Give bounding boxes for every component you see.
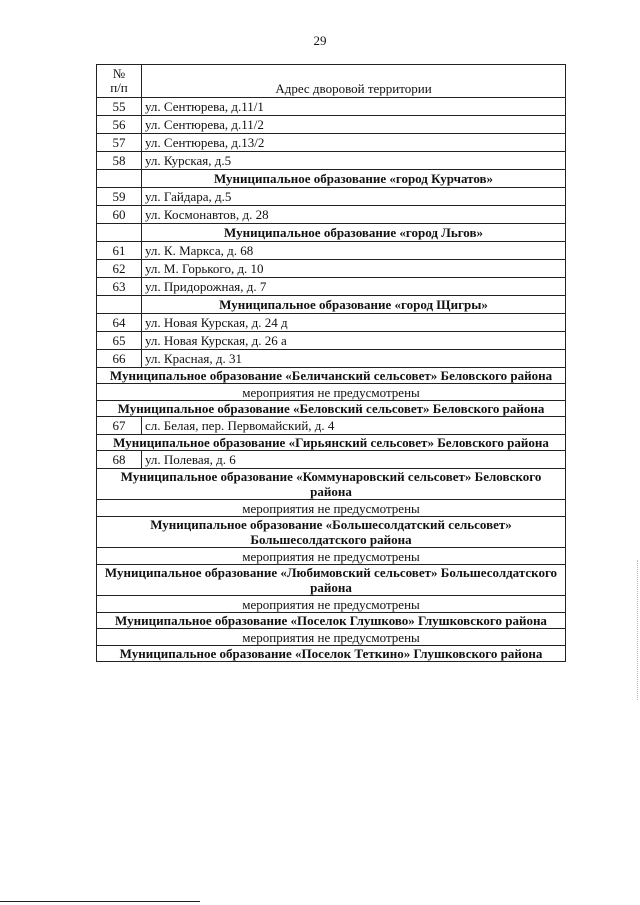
municipality-header-row (97, 517, 566, 548)
empty-number-cell (97, 296, 142, 314)
row-address: ул. М. Горького, д. 10 (142, 260, 566, 278)
municipality-heading: Муниципальное образование «Гирьянский сельсовет» Беловского района (97, 435, 566, 451)
row-address: ул. Красная, д. 31 (142, 350, 566, 368)
municipality-heading: Муниципальное образование «город Курчатов» (142, 170, 566, 188)
table-row (97, 188, 566, 206)
note-row (97, 548, 566, 565)
row-address: ул. Придорожная, д. 7 (142, 278, 566, 296)
note-row (97, 384, 566, 401)
municipality-heading: Муниципальное образование «Коммунаровский сельсовет» Беловского района (97, 469, 566, 500)
row-number: 63 (97, 278, 142, 296)
municipality-heading: Муниципальное образование «Любимовский сельсовет» Большесолдатского района (97, 565, 566, 596)
municipality-header-row (97, 565, 566, 596)
row-number: 60 (97, 206, 142, 224)
row-number: 55 (97, 98, 142, 116)
municipality-heading: Муниципальное образование «Поселок Глушково» Глушковского района (97, 613, 566, 629)
address-table (96, 64, 566, 662)
row-number: 65 (97, 332, 142, 350)
municipality-header-row (97, 469, 566, 500)
municipality-heading: Муниципальное образование «город Щигры» (142, 296, 566, 314)
row-number: 66 (97, 350, 142, 368)
note-row (97, 629, 566, 646)
row-number: 58 (97, 152, 142, 170)
table-header-row (97, 65, 566, 98)
no-measures-note: мероприятия не предусмотрены (97, 548, 566, 565)
table-row (97, 134, 566, 152)
no-measures-note: мероприятия не предусмотрены (97, 596, 566, 613)
row-number: 61 (97, 242, 142, 260)
row-number: 67 (97, 417, 142, 435)
row-number: 56 (97, 116, 142, 134)
table-body (97, 98, 566, 662)
note-row (97, 500, 566, 517)
row-address: ул. Сентюрева, д.13/2 (142, 134, 566, 152)
municipality-heading: Муниципальное образование «Поселок Теткино» Глушковского района (97, 646, 566, 662)
table-row (97, 98, 566, 116)
row-number: 62 (97, 260, 142, 278)
municipality-heading: Муниципальное образование «Беловский сельсовет» Беловского района (97, 401, 566, 417)
table-row (97, 314, 566, 332)
table-row (97, 350, 566, 368)
row-address: сл. Белая, пер. Первомайский, д. 4 (142, 417, 566, 435)
row-address: ул. Полевая, д. 6 (142, 451, 566, 469)
row-address: ул. Курская, д.5 (142, 152, 566, 170)
row-address: ул. Космонавтов, д. 28 (142, 206, 566, 224)
municipality-header-row (97, 646, 566, 662)
table-row (97, 451, 566, 469)
column-header-number-line2: п/п (110, 80, 128, 95)
row-address: ул. Сентюрева, д.11/1 (142, 98, 566, 116)
row-address: ул. Новая Курская, д. 24 д (142, 314, 566, 332)
municipality-header-row (97, 368, 566, 384)
municipality-subheader-row (97, 224, 566, 242)
table-row (97, 332, 566, 350)
no-measures-note: мероприятия не предусмотрены (97, 500, 566, 517)
row-address: ул. Гайдара, д.5 (142, 188, 566, 206)
municipality-subheader-row (97, 170, 566, 188)
no-measures-note: мероприятия не предусмотрены (97, 384, 566, 401)
municipality-header-row (97, 401, 566, 417)
table-row (97, 116, 566, 134)
table-row (97, 278, 566, 296)
footnote-divider (0, 901, 200, 902)
municipality-header-row (97, 435, 566, 451)
empty-number-cell (97, 170, 142, 188)
table-row (97, 242, 566, 260)
table-row (97, 206, 566, 224)
column-header-number-line1: № (112, 66, 126, 81)
municipality-header-row (97, 613, 566, 629)
no-measures-note: мероприятия не предусмотрены (97, 629, 566, 646)
empty-number-cell (97, 224, 142, 242)
municipality-heading: Муниципальное образование «Беличанский сельсовет» Беловского района (97, 368, 566, 384)
municipality-heading: Муниципальное образование «город Льгов» (142, 224, 566, 242)
row-number: 59 (97, 188, 142, 206)
municipality-heading: Муниципальное образование «Большесолдатский сельсовет» Большесолдатского района (97, 517, 566, 548)
note-row (97, 596, 566, 613)
row-address: ул. Новая Курская, д. 26 а (142, 332, 566, 350)
row-address: ул. Сентюрева, д.11/2 (142, 116, 566, 134)
row-number: 57 (97, 134, 142, 152)
table-row (97, 152, 566, 170)
column-header-number (97, 65, 142, 98)
column-header-address: Адрес дворовой территории (142, 65, 566, 98)
margin-scan-artifact (637, 560, 639, 700)
table-row (97, 417, 566, 435)
row-address: ул. К. Маркса, д. 68 (142, 242, 566, 260)
table-row (97, 260, 566, 278)
page-number: 29 (313, 33, 327, 48)
row-number: 64 (97, 314, 142, 332)
row-number: 68 (97, 451, 142, 469)
municipality-subheader-row (97, 296, 566, 314)
